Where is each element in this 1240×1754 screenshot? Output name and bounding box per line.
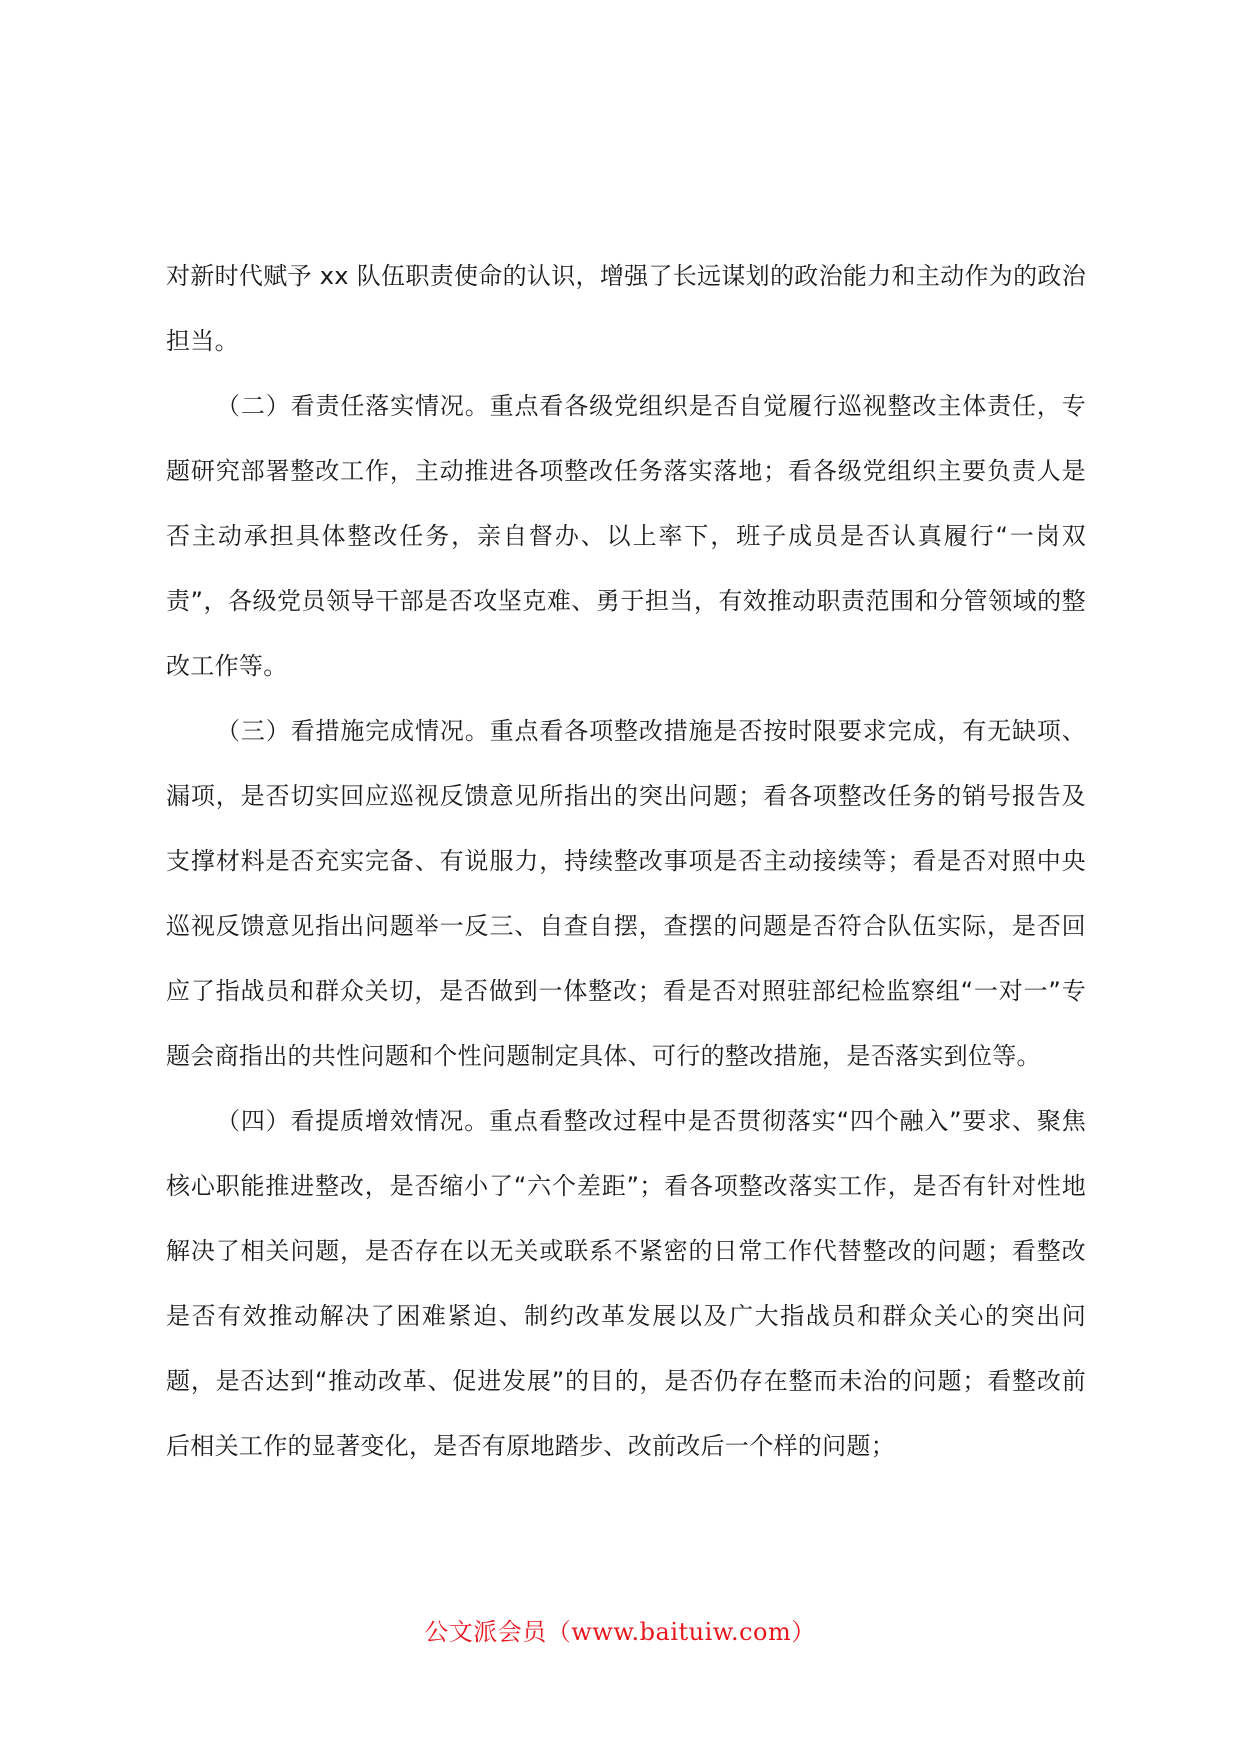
document-body [166, 244, 1086, 1479]
footer-watermark: 公文派会员（www.baituiw.com） [424, 1618, 816, 1646]
paragraph-continuation: 对新时代赋予 xx 队伍职责使命的认识，增强了长远谋划的政治能力和主动作为的政治担当。 [166, 262, 1086, 355]
paragraph-quality: （四）看提质增效情况。重点看整改过程中是否贯彻落实“四个融入”要求、聚焦核心职能推进整改，是否缩小了“六个差距”；看各项整改落实工作，是否有针对性地解决了相关问题，是否存在以无关或联系不紧密的日常工作代替整改的问题；看整改是否有效推动解决了困难紧迫、制约改革发展以及广大指战员和群众关心的突出问题，是否达到“推动改革、促进发展”的目的，是否仍存在整而未治的问题；看整改前后相关工作的显著变化，是否有原地踏步、改前改后一个样的问题； [166, 1107, 1086, 1460]
paragraph-responsibility: （二）看责任落实情况。重点看各级党组织是否自觉履行巡视整改主体责任，专题研究部署整改工作，主动推进各项整改任务落实落地；看各级党组织主要负责人是否主动承担具体整改任务，亲自督办、以上率下，班子成员是否认真履行“一岗双责”，各级党员领导干部是否攻坚克难、勇于担当，有效推动职责范围和分管领域的整改工作等。 [166, 392, 1086, 680]
paragraph-measures: （三）看措施完成情况。重点看各项整改措施是否按时限要求完成，有无缺项、漏项，是否切实回应巡视反馈意见所指出的突出问题；看各项整改任务的销号报告及支撑材料是否充实完备、有说服力，持续整改事项是否主动接续等；看是否对照中央巡视反馈意见指出问题举一反三、自查自摆，查摆的问题是否符合队伍实际，是否回应了指战员和群众关切，是否做到一体整改；看是否对照驻部纪检监察组“一对一”专题会商指出的共性问题和个性问题制定具体、可行的整改措施，是否落实到位等。 [166, 717, 1086, 1070]
